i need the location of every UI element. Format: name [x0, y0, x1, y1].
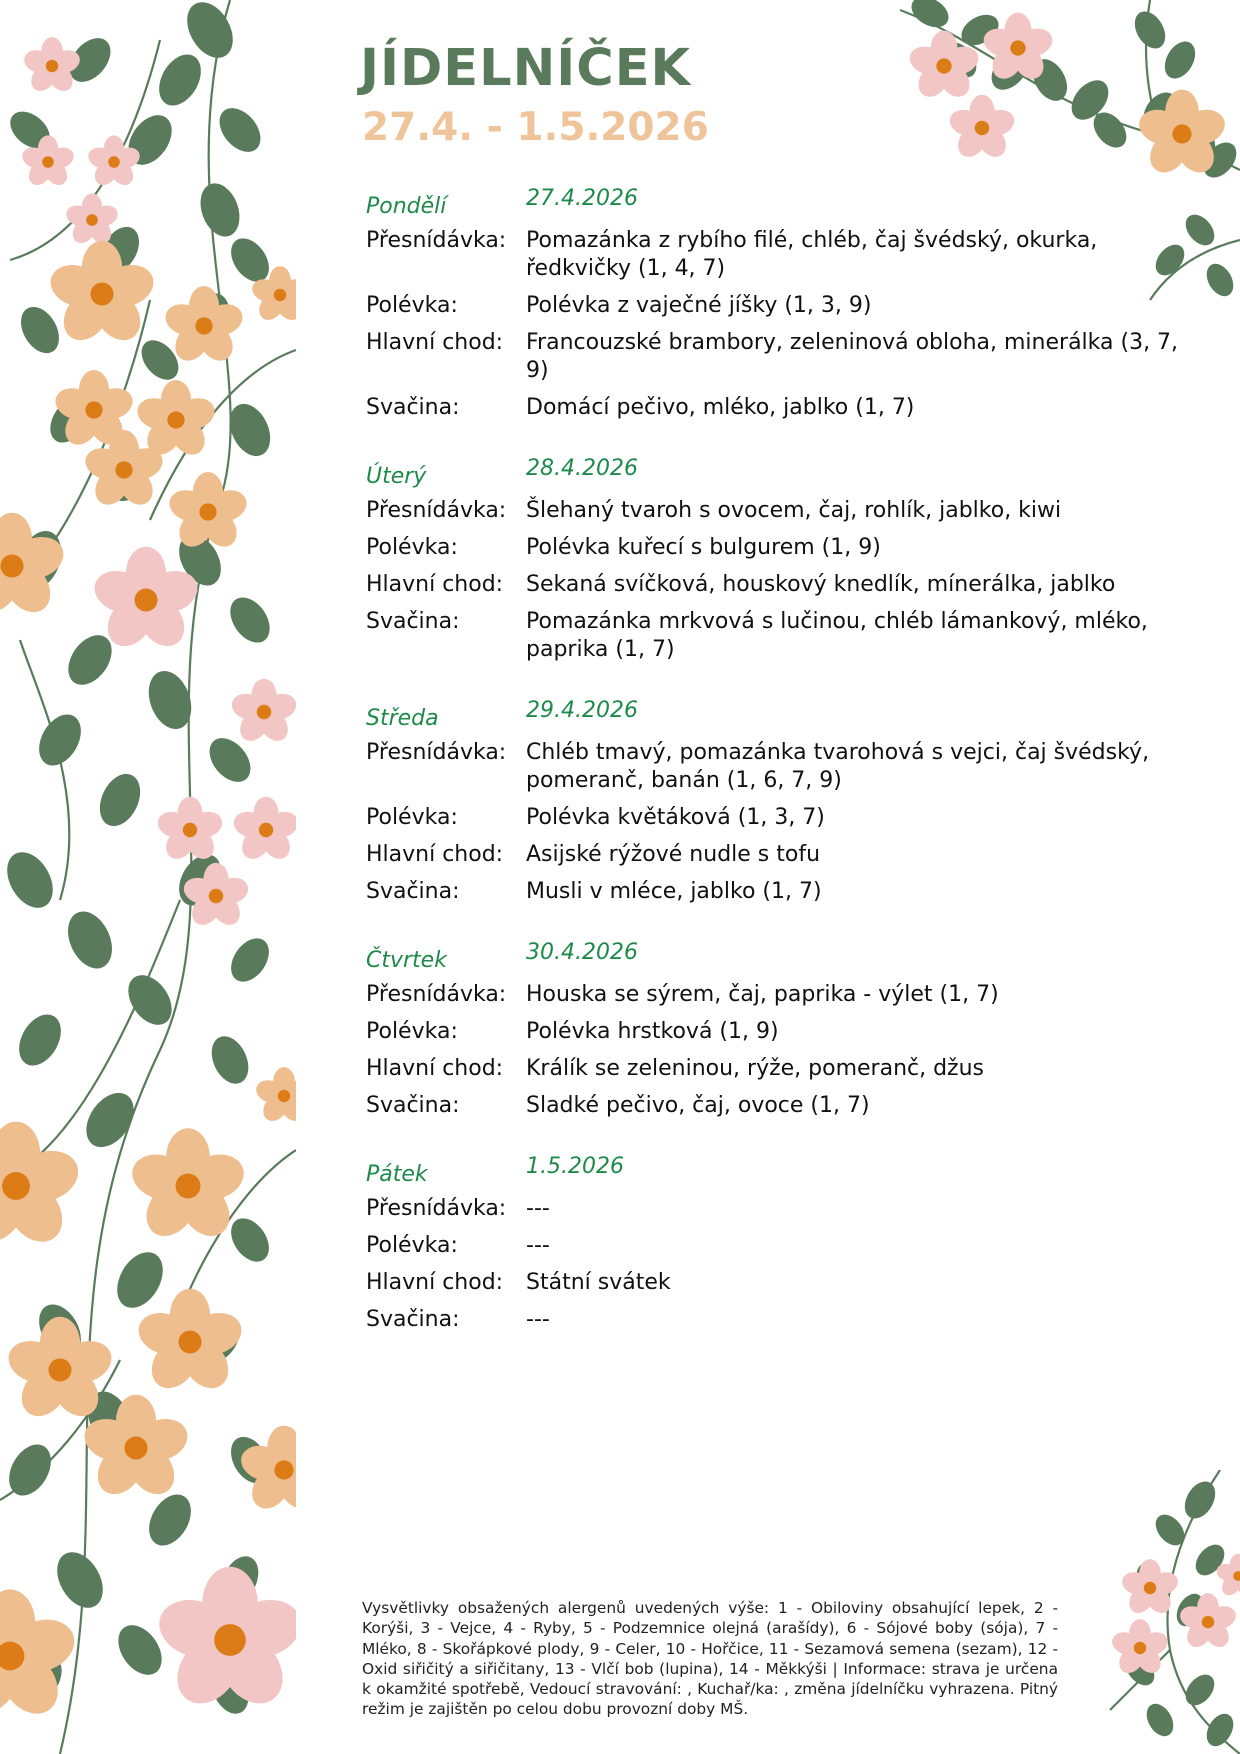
meal-row-snack-afternoon — [366, 1306, 1196, 1334]
flower — [1119, 1559, 1181, 1618]
day-date: 28.4.2026 — [526, 456, 638, 481]
floral-corner-bottom-right — [1100, 1470, 1240, 1754]
meal-text: Polévka z vaječné jíšky (1, 3, 9) — [526, 293, 872, 318]
meal-label: Hlavní chod: — [366, 842, 504, 867]
leaf — [1201, 259, 1239, 301]
day-tuesday — [366, 448, 1196, 664]
day-header — [366, 932, 1196, 972]
meal-row-main — [366, 1269, 1196, 1297]
day-header — [366, 1146, 1196, 1186]
week-date-range: 27.4. - 1.5.2026 — [362, 105, 709, 150]
day-name: Středa — [366, 706, 439, 731]
meal-label: Svačina: — [366, 879, 460, 904]
flower — [230, 797, 296, 865]
meal-row-main — [366, 571, 1196, 599]
weekly-menu — [366, 178, 1196, 1360]
meal-label: Přesnídávka: — [366, 1196, 507, 1221]
meal-text: Polévka květáková (1, 3, 7) — [526, 805, 825, 830]
meal-row-soup — [366, 804, 1196, 832]
meal-row-main — [366, 1055, 1196, 1083]
meal-row-snack-morning — [366, 497, 1196, 525]
leaf — [108, 1244, 172, 1316]
leaf — [204, 1030, 255, 1089]
meal-text: Asijské rýžové nudle s tofu — [526, 842, 821, 867]
day-friday — [366, 1146, 1196, 1334]
meal-label: Polévka: — [366, 535, 458, 560]
leaf — [222, 590, 278, 650]
meal-text: Sekaná svíčková, houskový knedlík, mínerálka, jablko — [526, 572, 1116, 597]
meal-text: Polévka hrstková (1, 9) — [526, 1019, 779, 1044]
meal-label: Svačina: — [366, 609, 460, 634]
meal-row-snack-morning — [366, 739, 1196, 795]
leaf — [1141, 1699, 1179, 1741]
meal-text: Musli v mléce, jablko (1, 7) — [526, 879, 822, 904]
day-thursday — [366, 932, 1196, 1120]
meal-row-snack-afternoon — [366, 394, 1196, 422]
day-header — [366, 448, 1196, 488]
leaf — [77, 1084, 144, 1156]
leaf — [13, 300, 67, 360]
leaf — [48, 1544, 112, 1616]
meal-text: Pomazánka mrkvová s lučinou, chléb lámankový, mléko, paprika (1, 7) — [526, 609, 1148, 662]
leaf — [0, 844, 62, 916]
meal-label: Přesnídávka: — [366, 228, 507, 253]
day-name: Úterý — [366, 464, 427, 489]
meal-label: Polévka: — [366, 1019, 458, 1044]
meal-row-snack-afternoon — [366, 878, 1196, 906]
page-title: JÍDELNÍČEK — [360, 39, 692, 98]
day-name: Pátek — [366, 1162, 428, 1187]
leaf — [1201, 1709, 1239, 1751]
flower — [253, 1067, 296, 1126]
flower — [126, 1128, 249, 1245]
leaf — [211, 100, 268, 160]
meal-row-snack-morning — [366, 981, 1196, 1009]
leaf — [194, 178, 247, 242]
flower — [946, 95, 1017, 163]
flower — [0, 513, 69, 621]
flower — [152, 1567, 296, 1716]
leaf — [1179, 1476, 1222, 1524]
meal-row-soup — [366, 292, 1196, 320]
flower — [21, 37, 83, 96]
day-name: Pondělí — [366, 194, 447, 219]
meal-text: Chléb tmavý, pomazánka tvarohová s vejci, čaj švédský, pomeranč, banán (1, 6, 7, 9) — [526, 740, 1150, 793]
day-date: 1.5.2026 — [526, 1154, 624, 1179]
meal-label: Svačina: — [366, 395, 460, 420]
meal-label: Polévka: — [366, 1233, 458, 1258]
leaf — [906, 0, 954, 33]
meal-text: Sladké pečivo, čaj, ovoce (1, 7) — [526, 1093, 870, 1118]
meal-row-soup — [366, 534, 1196, 562]
meal-label: Přesnídávka: — [366, 982, 507, 1007]
meal-text: Polévka kuřecí s bulgurem (1, 9) — [526, 535, 881, 560]
floral-border-left — [0, 0, 296, 1754]
day-monday — [366, 178, 1196, 422]
meal-text: Šlehaný tvaroh s ovocem, čaj, rohlík, jablko, kiwi — [526, 498, 1062, 523]
flower — [154, 797, 225, 865]
meal-label: Svačina: — [366, 1307, 460, 1332]
meal-text: --- — [526, 1307, 550, 1332]
meal-row-main — [366, 841, 1196, 869]
day-date: 27.4.2026 — [526, 186, 638, 211]
meal-text: --- — [526, 1233, 550, 1258]
meal-label: Hlavní chod: — [366, 572, 504, 597]
day-name: Čtvrtek — [366, 948, 447, 973]
meal-label: Hlavní chod: — [366, 1056, 504, 1081]
meal-label: Přesnídávka: — [366, 740, 507, 765]
leaf — [1129, 6, 1172, 54]
day-date: 30.4.2026 — [526, 940, 638, 965]
leaf — [59, 904, 120, 975]
meal-text: Houska se sýrem, čaj, paprika - výlet (1, 7) — [526, 982, 999, 1007]
flower — [0, 1122, 85, 1253]
leaf — [11, 1007, 70, 1073]
flower — [0, 1589, 81, 1724]
meal-text: Pomazánka z rybího filé, chléb, čaj švédský, okurka, ředkvičky (1, 4, 7) — [526, 228, 1098, 281]
meal-row-snack-morning — [366, 227, 1196, 283]
meal-label: Svačina: — [366, 1093, 460, 1118]
meal-label: Přesnídávka: — [366, 498, 507, 523]
meal-row-soup — [366, 1232, 1196, 1260]
meal-text: --- — [526, 1196, 550, 1221]
meal-text: Domácí pečivo, mléko, jablko (1, 7) — [526, 395, 915, 420]
meal-label: Polévka: — [366, 293, 458, 318]
leaf — [223, 931, 276, 988]
day-date: 29.4.2026 — [526, 698, 638, 723]
meal-label: Polévka: — [366, 805, 458, 830]
leaf — [1180, 1669, 1220, 1711]
meal-row-soup — [366, 1018, 1196, 1046]
day-header — [366, 690, 1196, 730]
meal-text: Králík se zeleninou, rýže, pomeranč, džus — [526, 1056, 985, 1081]
meal-row-snack-morning — [366, 1195, 1196, 1223]
leaf — [1159, 36, 1202, 84]
flower — [133, 1289, 247, 1397]
flower — [228, 679, 296, 747]
meal-text: Francouzské brambory, zeleninová obloha, minerálka (3, 7, 9) — [526, 330, 1179, 383]
day-header — [366, 178, 1196, 218]
meal-row-snack-afternoon — [366, 608, 1196, 664]
meal-row-snack-afternoon — [366, 1092, 1196, 1120]
leaf — [92, 767, 148, 832]
meal-row-main — [366, 329, 1196, 385]
meal-label: Hlavní chod: — [366, 330, 504, 355]
leaf — [141, 1487, 200, 1553]
meal-text: Státní svátek — [526, 1270, 671, 1295]
leaf — [1150, 1509, 1190, 1551]
leaf — [31, 707, 90, 773]
meal-label: Hlavní chod: — [366, 1270, 504, 1295]
leaf — [151, 47, 210, 113]
leaf — [223, 1211, 276, 1268]
allergen-footnote: Vysvětlivky obsažených alergenů uvedených výše: 1 - Obiloviny obsahující lepek, 2 - Korýši, 3 - Vejce, 4 - Ryby, 5 - Podzemnice olejná (arašídy), 6 - Sójové boby (sója), 7 - Mléko, 8 - Skořápkové plody, 9 - Celer, 10 - Hořčice, 11 - Sezamová semena (sezam), 12 - Oxid siřičitý a siřičitany, 13 - Vlčí bob (lupina), 14 - Měkkýši | Informace: strava je určena k okamžité spotřebě, Vedoucí stravování: , Kuchař/ka: , změna jídelníčku vyhrazena. Pitný režim je zajištěn po celou dobu provozní doby MŠ. — [362, 1599, 1058, 1719]
day-wednesday — [366, 690, 1196, 906]
